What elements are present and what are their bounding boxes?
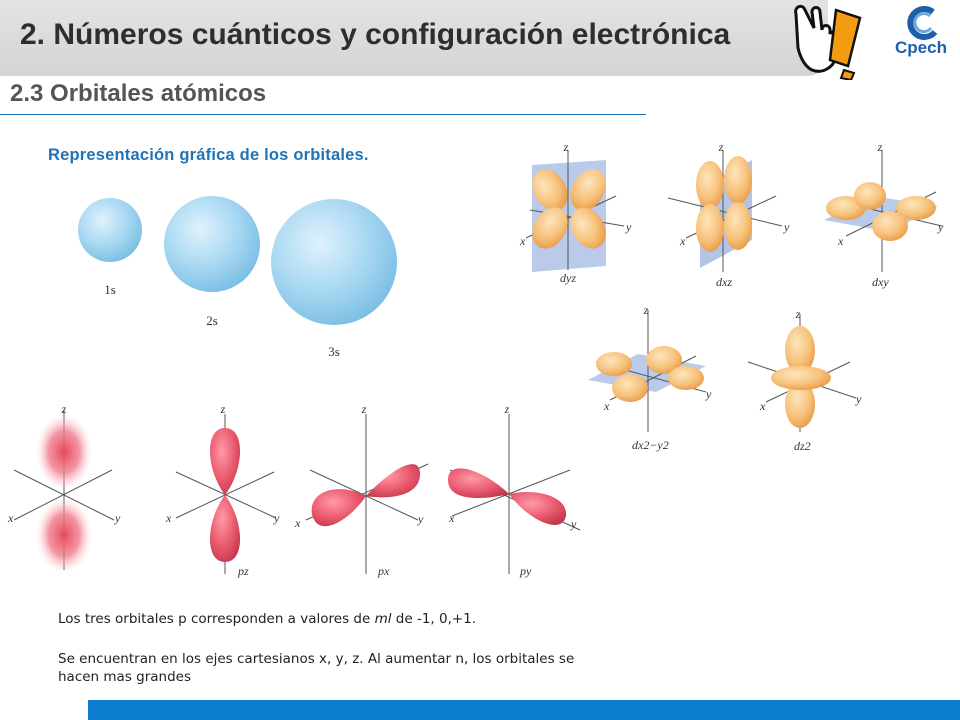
label-px: px (378, 564, 390, 578)
axis-label-y: y (856, 392, 862, 406)
label-1s: 1s (104, 282, 116, 297)
axis-label-x: x (680, 234, 686, 248)
p-orbital-pz (165, 402, 280, 578)
axis-label-z: z (643, 303, 649, 317)
figure-caption: Representación gráfica de los orbitales. (48, 146, 369, 164)
orbital-2s (164, 196, 260, 292)
axis-label-z: z (361, 402, 367, 416)
note-cartesian-axes: Se encuentran en los ejes cartesianos x, y, z. Al aumentar n, los orbitales se hacen mas grandes (58, 651, 575, 685)
p-orbital-py (448, 402, 580, 578)
axis-label-z: z (563, 140, 569, 154)
p-orbital-px (294, 402, 428, 578)
label-2s: 2s (206, 313, 218, 328)
axis-label-z: z (877, 140, 883, 154)
axis-label-x: x (760, 399, 766, 413)
s-orbitals (78, 196, 397, 359)
axis-label-y: y (626, 220, 632, 234)
d-orbital-dxz (668, 140, 790, 289)
axis-label-y: y (418, 512, 424, 526)
slide-title: 2. Números cuánticos y configuración electrónica (20, 18, 731, 51)
d-orbital-dz2 (748, 307, 862, 453)
axis-label-y: y (706, 387, 712, 401)
axis-label-y: y (274, 511, 280, 525)
label-3s: 3s (328, 344, 340, 359)
axis-label-x: x (520, 234, 526, 248)
note-p-orbitals-ml: Los tres orbitales p corresponden a valores de ml de -1, 0,+1. (58, 611, 477, 627)
axis-label-z: z (718, 140, 724, 154)
orbital-1s (78, 198, 142, 262)
ml-symbol: ml (374, 611, 392, 627)
section-subtitle: 2.3 Orbitales atómicos (10, 80, 267, 107)
p-orbital-fuzzy (7, 402, 121, 573)
axis-label-z: z (220, 402, 226, 416)
logo-text: Cpech (895, 38, 947, 57)
axis-label-z: z (61, 402, 67, 416)
axis-label-x: x (604, 399, 610, 413)
axis-label-y: y (115, 511, 121, 525)
footer-bar (88, 700, 960, 720)
d-orbital-dyz (519, 140, 632, 285)
d-orbital-dx2-y2 (588, 303, 712, 452)
axis-label-x: x (838, 234, 844, 248)
label-dxz: dxz (716, 275, 732, 289)
axis-label-z: z (795, 307, 801, 321)
axis-label-y: y (784, 220, 790, 234)
axis-label-x: x (166, 511, 172, 525)
axis-label-x: x (295, 516, 301, 530)
label-dx2-y2: dx2−y2 (632, 438, 669, 452)
label-dxy: dxy (872, 275, 889, 289)
label-dz2: dz2 (794, 439, 811, 453)
label-dyz: dyz (560, 271, 576, 285)
axis-label-z: z (504, 402, 510, 416)
orbital-3s (271, 199, 397, 325)
axis-label-x: x (449, 511, 455, 525)
axis-label-x: x (8, 511, 14, 525)
label-pz: pz (238, 564, 249, 578)
axis-label-y: y (938, 220, 944, 234)
axis-label-y: y (571, 517, 577, 531)
label-py: py (520, 564, 532, 578)
d-orbital-dxy (824, 140, 944, 289)
